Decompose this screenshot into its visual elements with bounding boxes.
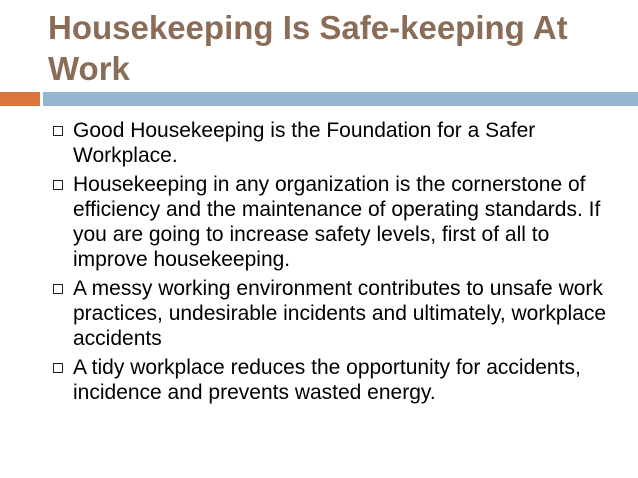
bullet-text: Housekeeping in any organization is the cornerstone of efficiency and the maintenance of operating standards. If you are going to increase safety levels, first of all to improve housekeeping. [73,173,601,271]
bullet-item [50,172,610,272]
accent-bar-blue [43,92,638,106]
bullet-text: Good Housekeeping is the Foundation for a Safer Workplace. [73,119,536,167]
slide-title: Housekeeping Is Safe-keeping At Work [48,9,568,87]
square-bullet-icon [53,363,63,373]
bullet-item [50,276,610,351]
bullet-list [50,118,610,409]
square-bullet-icon [53,284,63,294]
accent-bar-orange [0,92,40,106]
square-bullet-icon [53,126,63,136]
bullet-item [50,355,610,405]
bullet-text: A messy working environment contributes to unsafe work practices, undesirable incidents and ultimately, workplace accidents [73,277,607,350]
bullet-item [50,118,610,168]
square-bullet-icon [53,180,63,190]
bullet-text: A tidy workplace reduces the opportunity for accidents, incidence and prevents wasted energy. [73,356,581,404]
